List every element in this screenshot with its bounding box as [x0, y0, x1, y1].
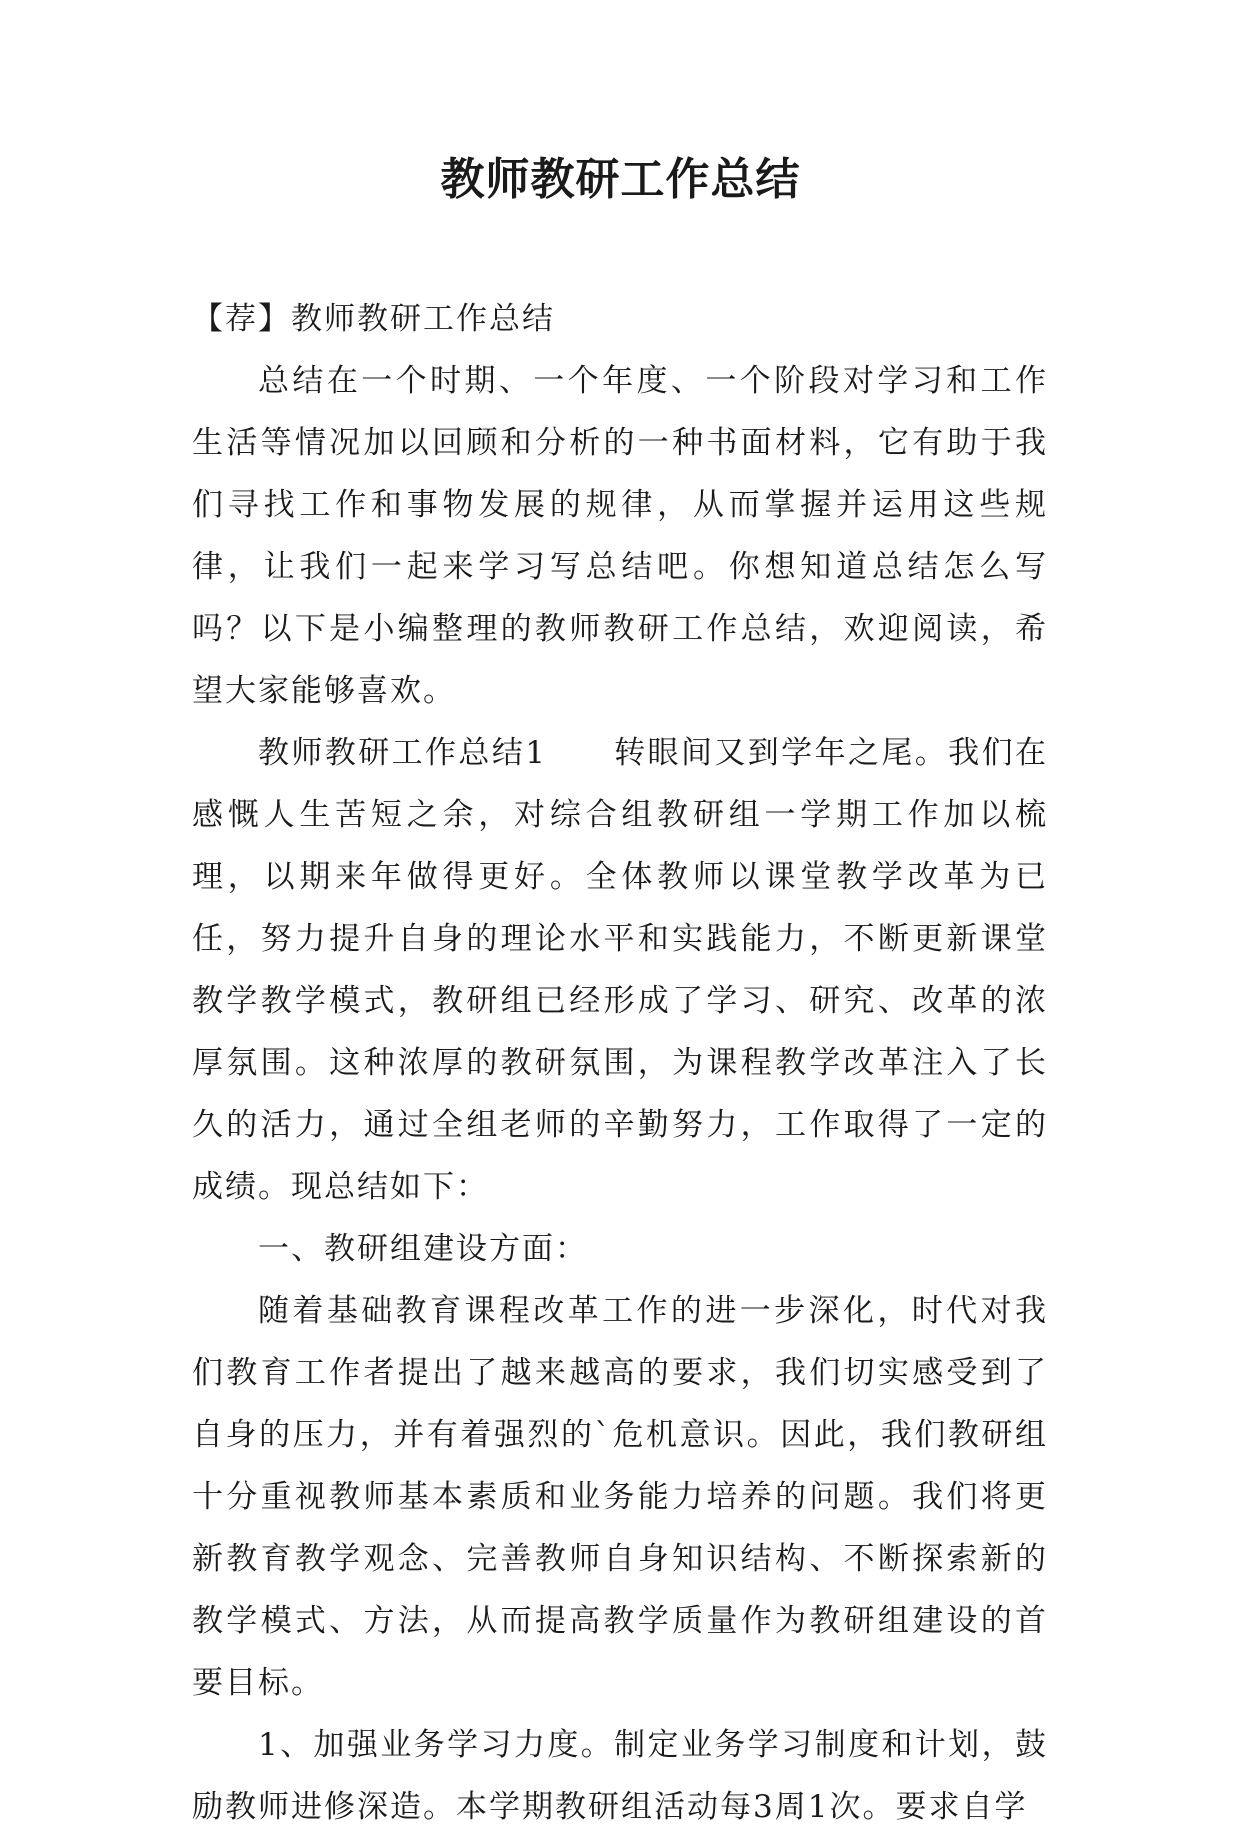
item-1-paragraph: 1、加强业务学习力度。制定业务学习制度和计划，鼓励教师进修深造。本学期教研组活动每3周1次。要求自学 [192, 1727, 1048, 1825]
intro-paragraph: 总结在一个时期、一个年度、一个阶段对学习和工作生活等情况加以回顾和分析的一种书面材料，它有助于我们寻找工作和事物发展的规律，从而掌握并运用这些规律，让我们一起来学习写总结吧。你想知道总结怎么写吗？以下是小编整理的教师教研工作总结，欢迎阅读，希望大家能够喜欢。 [192, 363, 1048, 709]
document-title: 教师教研工作总结 [440, 154, 801, 205]
section-heading-1: 一、教研组建设方面： [258, 1231, 588, 1267]
section-1-paragraph: 随着基础教育课程改革工作的进一步深化，时代对我们教育工作者提出了越来越高的要求，我们切实感受到了自身的压力，并有着强烈的`危机意识。因此，我们教研组十分重视教师基本素质和业务能力培养的问题。我们将更新教育教学观念、完善教师自身知识结构、不断探索新的教学模式、方法，从而提高教学质量作为教研组建设的首要目标。 [192, 1293, 1048, 1701]
summary-1-paragraph: 教师教研工作总结1 转眼间又到学年之尾。我们在感慨人生苦短之余，对综合组教研组一学期工作加以梳理，以期来年做得更好。全体教师以课堂教学改革为已任，努力提升自身的理论水平和实践能力，不断更新课堂教学教学模式，教研组已经形成了学习、研究、改革的浓厚氛围。这种浓厚的教研氛围，为课程教学改革注入了长久的活力，通过全组老师的辛勤努力，工作取得了一定的成绩。现总结如下： [192, 735, 1048, 1205]
recommend-heading: 【荐】教师教研工作总结 [192, 301, 555, 337]
document-body [192, 288, 1048, 1838]
